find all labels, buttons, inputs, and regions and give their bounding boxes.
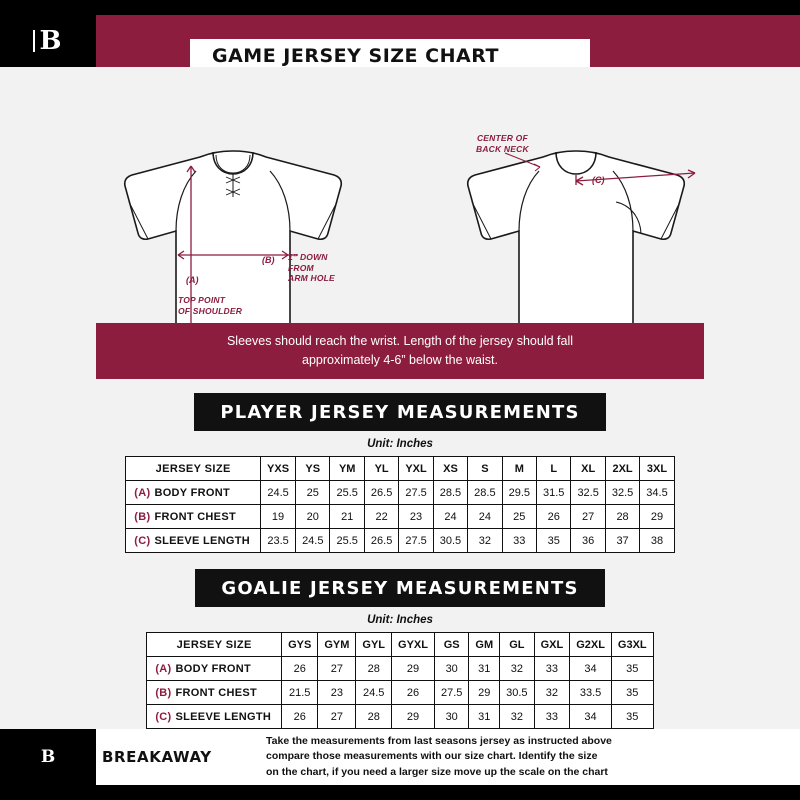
goalie-measurements-table — [146, 632, 653, 729]
table-header-row — [147, 633, 653, 657]
footer-line-2: compare those measurements with our size chart. Identify the size — [266, 750, 598, 763]
cell: 32 — [534, 681, 570, 705]
cell: 33.5 — [570, 681, 612, 705]
row-tag: (C) — [155, 710, 172, 723]
footer-instructions — [266, 729, 800, 785]
cell: 37 — [605, 529, 639, 553]
player-row-label — [126, 481, 261, 505]
page-title-text: GAME JERSEY SIZE CHART — [212, 45, 499, 67]
cell: 38 — [640, 529, 674, 553]
cell: 28 — [356, 657, 392, 681]
label-top-point-shoulder: TOP POINT OF SHOULDER — [178, 295, 243, 316]
cell: 24.5 — [261, 481, 296, 505]
footer-line-1: Take the measurements from last seasons jersey as instructed above — [266, 735, 612, 748]
player-size-col: L — [537, 457, 571, 481]
cell: 26 — [537, 505, 571, 529]
cell: 35 — [611, 705, 653, 729]
goalie-row-label — [147, 705, 282, 729]
goalie-row-label — [147, 681, 282, 705]
cell: 23 — [399, 505, 433, 529]
player-corner-cell: JERSEY SIZE — [126, 457, 261, 481]
cell: 30.5 — [500, 681, 534, 705]
player-size-col: 3XL — [640, 457, 674, 481]
table-row — [147, 681, 653, 705]
bottom-black-bar — [0, 785, 800, 800]
label-marker-b: (B) — [262, 255, 275, 265]
player-size-col: M — [502, 457, 536, 481]
cell: 21.5 — [282, 681, 318, 705]
cell: 25.5 — [330, 529, 364, 553]
table-row — [126, 529, 674, 553]
player-table-wrap — [0, 456, 800, 553]
brand-logo-icon: B — [40, 747, 56, 767]
row-tag: (B) — [134, 510, 151, 523]
cell: 27.5 — [434, 681, 468, 705]
player-size-col: XS — [433, 457, 467, 481]
player-size-col: 2XL — [605, 457, 639, 481]
table-row — [147, 657, 653, 681]
row-label-text: FRONT CHEST — [154, 510, 236, 523]
row-tag: (A) — [134, 486, 151, 499]
table-row — [126, 481, 674, 505]
table-row — [126, 505, 674, 529]
cell: 28 — [605, 505, 639, 529]
cell: 27.5 — [399, 529, 433, 553]
row-tag: (A) — [155, 662, 172, 675]
cell: 32.5 — [605, 481, 639, 505]
label-marker-a: (A) — [186, 275, 199, 285]
header — [0, 15, 800, 67]
goalie-size-col: G3XL — [611, 633, 653, 657]
cell: 24 — [433, 505, 467, 529]
goalie-size-col: GYS — [282, 633, 318, 657]
goalie-size-col: GYM — [318, 633, 356, 657]
cell: 23 — [318, 681, 356, 705]
cell: 19 — [261, 505, 296, 529]
goalie-section-header — [0, 553, 800, 607]
cell: 32 — [500, 705, 534, 729]
goalie-size-col: G2XL — [570, 633, 612, 657]
label-center-back-neck: CENTER OF BACK NECK — [476, 133, 529, 154]
cell: 24 — [468, 505, 502, 529]
player-section-header — [0, 379, 800, 431]
cell: 27 — [318, 657, 356, 681]
cell: 29 — [392, 657, 435, 681]
cell: 24.5 — [356, 681, 392, 705]
cell: 34 — [570, 705, 612, 729]
player-size-col: XL — [571, 457, 605, 481]
goalie-size-col: GYL — [356, 633, 392, 657]
chart-sheet — [0, 15, 800, 785]
goalie-unit: Unit: Inches — [0, 607, 800, 632]
row-tag: (C) — [134, 534, 151, 547]
note-band-wrapper — [0, 323, 800, 379]
footer-line-3: on the chart, if you need a larger size move up the scale on the chart — [266, 765, 608, 778]
cell: 27.5 — [399, 481, 433, 505]
cell: 31 — [469, 657, 500, 681]
cell: 23.5 — [261, 529, 296, 553]
cell: 30 — [434, 705, 468, 729]
label-one-inch-down: 1” DOWN FROM ARM HOLE — [288, 252, 335, 284]
note-line-2: approximately 4-6” below the waist. — [302, 353, 498, 367]
cell: 36 — [571, 529, 605, 553]
brand-logo-icon: B — [36, 28, 61, 54]
brand-name: BREAKAWAY — [102, 748, 212, 766]
header-logo — [0, 15, 96, 67]
note-line-1: Sleeves should reach the wrist. Length of the jersey should fall — [226, 333, 574, 348]
note-band — [96, 323, 704, 379]
cell: 28.5 — [468, 481, 502, 505]
cell: 33 — [502, 529, 536, 553]
player-size-col: YL — [364, 457, 398, 481]
goalie-heading: GOALIE JERSEY MEASUREMENTS — [195, 569, 604, 607]
cell: 30 — [434, 657, 468, 681]
goalie-size-col: GYXL — [392, 633, 435, 657]
cell: 34 — [570, 657, 612, 681]
cell: 35 — [537, 529, 571, 553]
cell: 29 — [392, 705, 435, 729]
player-size-col: YS — [296, 457, 330, 481]
cell: 28 — [356, 705, 392, 729]
cell: 32 — [500, 657, 534, 681]
cell: 29 — [640, 505, 674, 529]
player-size-col: S — [468, 457, 502, 481]
cell: 34.5 — [640, 481, 674, 505]
goalie-size-col: GM — [469, 633, 500, 657]
cell: 26.5 — [364, 529, 398, 553]
cell: 30.5 — [433, 529, 467, 553]
player-size-col: YM — [330, 457, 364, 481]
cell: 28.5 — [433, 481, 467, 505]
cell: 31.5 — [537, 481, 571, 505]
cell: 35 — [611, 681, 653, 705]
player-row-label — [126, 505, 261, 529]
cell: 21 — [330, 505, 364, 529]
player-size-col: YXL — [399, 457, 433, 481]
goalie-corner-cell: JERSEY SIZE — [147, 633, 282, 657]
cell: 26.5 — [364, 481, 398, 505]
cell: 32 — [468, 529, 502, 553]
table-row — [147, 705, 653, 729]
cell: 32.5 — [571, 481, 605, 505]
table-header-row — [126, 457, 674, 481]
player-row-label — [126, 529, 261, 553]
cell: 25 — [296, 481, 330, 505]
player-measurements-table — [125, 456, 674, 553]
top-black-bar — [0, 0, 800, 15]
cell: 22 — [364, 505, 398, 529]
cell: 29 — [469, 681, 500, 705]
cell: 20 — [296, 505, 330, 529]
goalie-size-col: GL — [500, 633, 534, 657]
player-size-col: YXS — [261, 457, 296, 481]
jersey-diagram — [0, 67, 800, 323]
cell: 25.5 — [330, 481, 364, 505]
footer-logo — [0, 729, 96, 785]
cell: 26 — [392, 681, 435, 705]
row-label-text: FRONT CHEST — [175, 686, 258, 699]
row-label-text: SLEEVE LENGTH — [175, 710, 272, 723]
cell: 33 — [534, 705, 570, 729]
cell: 24.5 — [296, 529, 330, 553]
cell: 27 — [571, 505, 605, 529]
row-label-text: BODY FRONT — [154, 486, 230, 499]
goalie-size-col: GS — [434, 633, 468, 657]
player-unit: Unit: Inches — [0, 431, 800, 456]
label-marker-c: (C) — [592, 175, 605, 185]
cell: 27 — [318, 705, 356, 729]
cell: 25 — [502, 505, 536, 529]
goalie-size-col: GXL — [534, 633, 570, 657]
footer — [0, 729, 800, 785]
row-label-text: BODY FRONT — [175, 662, 252, 675]
jersey-diagram-svg — [0, 67, 800, 323]
footer-brand — [96, 729, 266, 785]
cell: 26 — [282, 657, 318, 681]
cell: 33 — [534, 657, 570, 681]
row-tag: (B) — [155, 686, 172, 699]
cell: 31 — [469, 705, 500, 729]
row-label-text: SLEEVE LENGTH — [154, 534, 251, 547]
cell: 26 — [282, 705, 318, 729]
cell: 29.5 — [502, 481, 536, 505]
cell: 35 — [611, 657, 653, 681]
goalie-row-label — [147, 657, 282, 681]
player-heading: PLAYER JERSEY MEASUREMENTS — [194, 393, 605, 431]
goalie-table-wrap — [0, 632, 800, 729]
